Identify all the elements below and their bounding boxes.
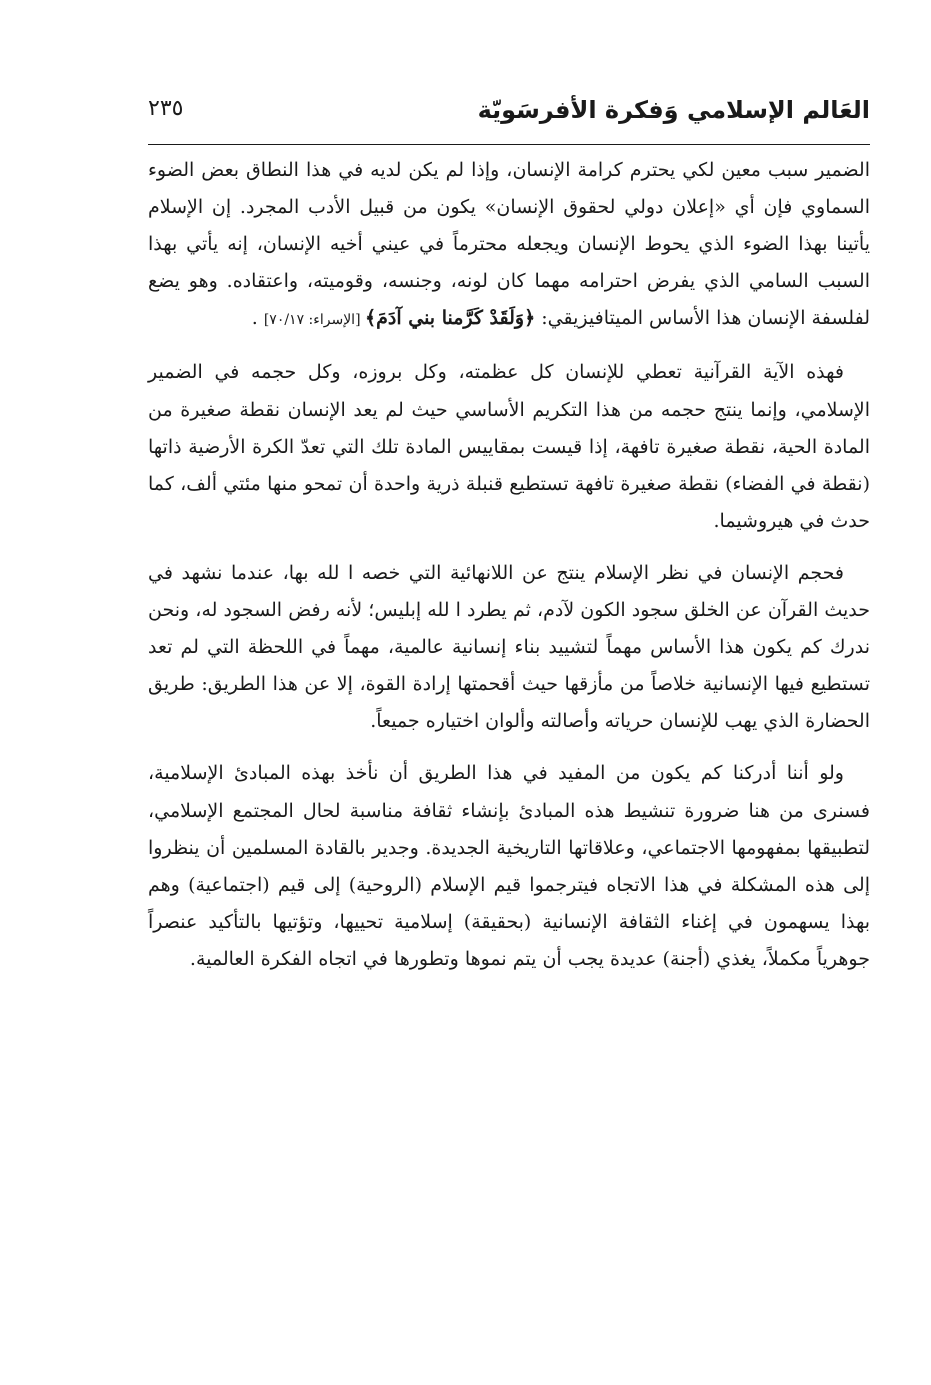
running-header-title: العَالم الإسلامي وَفكرة الأفرسَويّة (477, 96, 870, 124)
quran-verse-quote: ﴿وَلَقَدْ كَرَّمنا بني آدَمَ﴾ (364, 307, 536, 330)
header-divider (148, 144, 870, 145)
page-body (148, 152, 870, 978)
page-number: ٢٣٥ (148, 96, 184, 121)
paragraph-4: ولو أننا أدركنا كم يكون من المفيد في هذا الطريق أن نأخذ بهذه المبادئ الإسلامية، فسنرى من هنا ضرورة تنشيط هذه المبادئ بإنشاء ثقافة مناسبة لحال المجتمع الإسلامي، لتطبيقها بمفهومها الاجتماعي، وعلاقاتها التاريخية الجديدة. وجدير بالقادة المسلمين أن ينظروا إلى هذه المشكلة في هذا الاتجاه فيترجموا قيم الإسلام (الروحية) إلى قيم (اجتماعية) وهم بهذا يسهمون في إغناء الثقافة الإنسانية (بحقيقة) إسلامية تحييها، وتؤتيها بالتأكيد عنصراً جوهرياً مكملاً، يغذي (أجنة) عديدة يجب أن يتم نموها وتطورها في اتجاه الفكرة العالمية. (148, 762, 870, 970)
paragraph-3: فحجم الإنسان في نظر الإسلام ينتج عن اللانهائية التي خصه ا لله بها، عندما نشهد في حديث القرآن عن الخلق سجود الكون لآدم، ثم يطرد ا لله إبليس؛ لأنه رفض السجود له، ونحن ندرك كم يكون هذا الأساس مهماً لتشييد بناء إنسانية عالمية، مهماً في اللحظة التي لم تعد تستطيع فيها الإنسانية خلاصاً من مأزقها حيث أقحمتها إرادة القوة، إلا عن هذا الطريق: طريق الحضارة الذي يهب للإنسان حرياته وأصالته وألوان اختياره جميعاً. (148, 561, 870, 733)
running-header (148, 88, 870, 140)
paragraph-1-ending: . (251, 307, 264, 330)
verse-citation: [الإسراء: ٧٠/١٧] (263, 312, 365, 329)
paragraph-1 (148, 152, 870, 339)
paragraph-1-text: الضمير سبب معين لكي يحترم كرامة الإنسان، وإذا لم يكن لديه في هذا النطاق بعض الضوء السماوي فإن أي «إعلان دولي لحقوق الإنسان» يكون من قبيل الأدب المجرد. إن الإسلام يأتينا بهذا الضوء الذي يحوط الإنسان ويجعله محترماً في عيني أخيه الإنسان، إنه يأتي بهذا السبب السامي الذي يفرض احترامه مهما كان لونه، وجنسه، وقوميته، واعتقاده. وهو يضع لفلسفة الإنسان هذا الأساس الميتافيزيقي: (148, 159, 870, 330)
paragraph-2: فهذه الآية القرآنية تعطي للإنسان كل عظمته، وكل بروزه، وكل حجمه في الضمير الإسلامي، وإنما ينتج حجمه من هذا التكريم الأساسي حيث لم يعد الإنسان نقطة صغيرة من المادة الحية، نقطة صغيرة تافهة، إذا قيست بمقاييس المادة تلك التي تعدّ الكرة الأرضية ذاتها (نقطة في الفضاء) نقطة صغيرة تافهة تستطيع قنبلة ذرية واحدة أن تمحو منها مئتي ألف، كما حدث في هيروشيما. (148, 361, 870, 532)
